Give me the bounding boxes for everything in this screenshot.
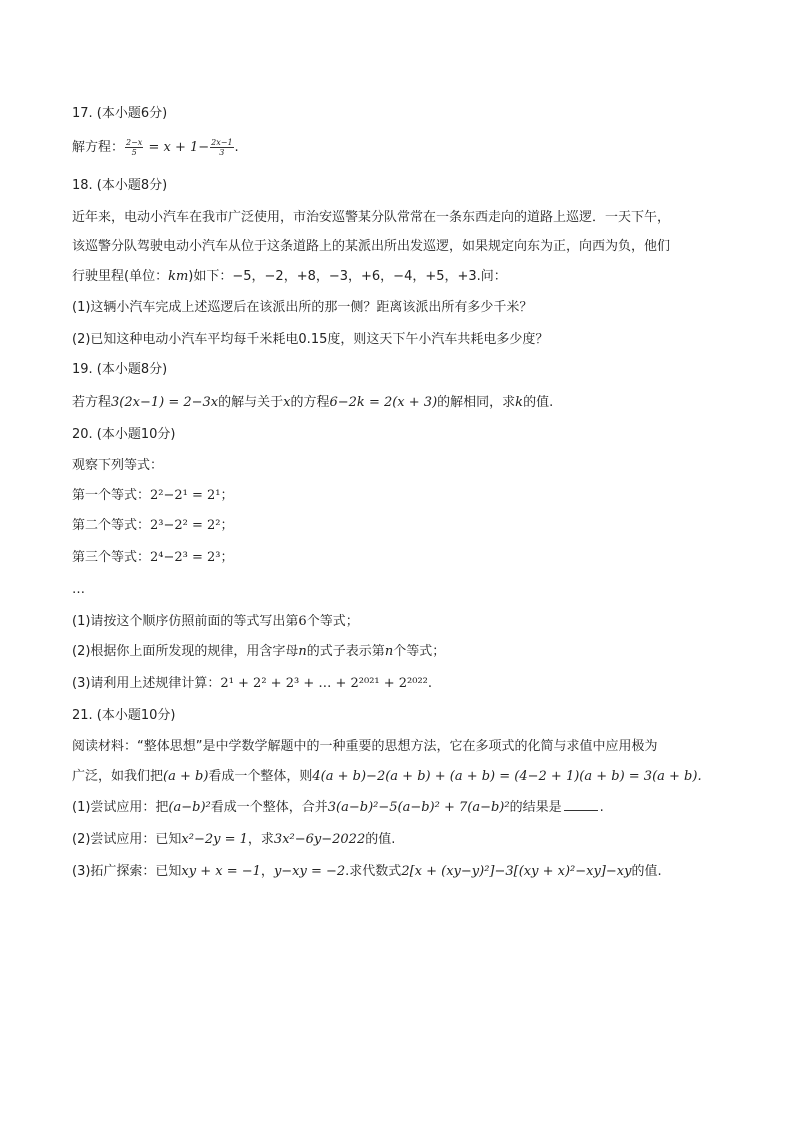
q17-header: 17. (本小题6分) bbox=[72, 106, 168, 121]
q20-sub-3: (3)请利用上述规律计算：2¹ + 2² + 2³ + … + 2²⁰²¹ + 2²⁰²². bbox=[72, 676, 433, 691]
q17-prompt: 解方程： bbox=[72, 140, 125, 155]
q20-eq-2: 第二个等式：2³−2² = 2²； bbox=[72, 518, 234, 533]
q20-sub-1: (1)请按这个顺序仿照前面的等式写出第6个等式； bbox=[72, 614, 359, 629]
q18-header: 18. (本小题8分) bbox=[72, 178, 168, 193]
q17-equation: 解方程： $\frac{2-x}{5}$ = x + 1− $\frac{2x-1}{3}$ . bbox=[72, 138, 239, 157]
q20-eq-1: 第一个等式：2²−2¹ = 2¹； bbox=[72, 488, 234, 503]
q19-body: 若方程3(2x−1) = 2−3x的解与关于x的方程6−2k = 2(x + 3)的解相同，求k的值. bbox=[72, 395, 554, 410]
q21-header: 21. (本小题10分) bbox=[72, 708, 176, 723]
answer-blank bbox=[564, 798, 598, 811]
q17-mid: = x + 1− bbox=[144, 140, 210, 155]
q20-sub-2: (2)根据你上面所发现的规律，用含字母n的式子表示第n个等式； bbox=[72, 644, 446, 659]
q21-para-2: 广泛，如我们把(a + b)看成一个整体，则4(a + b)−2(a + b) + (a + b) = (4−2 + 1)(a + b) = 3(a + b). bbox=[72, 769, 702, 784]
q18-sub-1: (1)这辆小汽车完成上述巡逻后在该派出所的那一侧？距离该派出所有多少千米？ bbox=[72, 300, 533, 315]
q18-para-3: 行驶里程(单位：km)如下：−5，−2，+8，−3，+6，−4，+5，+3.问： bbox=[72, 269, 507, 284]
q21-sub-2: (2)尝试应用：已知x²−2y = 1，求3x²−6y−2022的值. bbox=[72, 832, 396, 847]
q20-sum-expression: 2¹ + 2² + 2³ + … + 2²⁰²¹ + 2²⁰²². bbox=[220, 676, 433, 691]
q21-sub-3: (3)拓广探索：已知xy + x = −1，y−xy = −2.求代数式2[x + (xy−y)²]−3[(xy + x)²−xy]−xy的值. bbox=[72, 864, 662, 879]
q19-header: 19. (本小题8分) bbox=[72, 362, 168, 377]
q18-sub-2: (2)已知这种电动小汽车平均每千米耗电0.15度，则这天下午小汽车共耗电多少度？ bbox=[72, 332, 549, 347]
q21-para-1: 阅读材料：“整体思想”是中学数学解题中的一种重要的思想方法，它在多项式的化简与求值中应用极为 bbox=[72, 739, 658, 754]
q20-header: 20. (本小题10分) bbox=[72, 427, 176, 442]
q18-para-1: 近年来，电动小汽车在我市广泛使用，市治安巡警某分队常常在一条东西走向的道路上巡逻．一天下午， bbox=[72, 210, 671, 225]
q20-eq-3: 第三个等式：2⁴−2³ = 2³； bbox=[72, 550, 234, 565]
q20-intro: 观察下列等式： bbox=[72, 458, 164, 473]
q20-ellipsis: … bbox=[72, 582, 85, 597]
q21-sub-1: (1)尝试应用：把(a−b)²看成一个整体，合并3(a−b)²−5(a−b)² + 7(a−b)²的结果是 . bbox=[72, 800, 604, 815]
q18-para-2: 该巡警分队驾驶电动小汽车从位于这条道路上的某派出所出发巡逻，如果规定向东为正，向西为负，他们 bbox=[72, 239, 671, 254]
q17-fraction-1: $\frac{2-x}{5}$ bbox=[126, 138, 143, 157]
q17-fraction-2: $\frac{2x-1}{3}$ bbox=[211, 138, 233, 157]
